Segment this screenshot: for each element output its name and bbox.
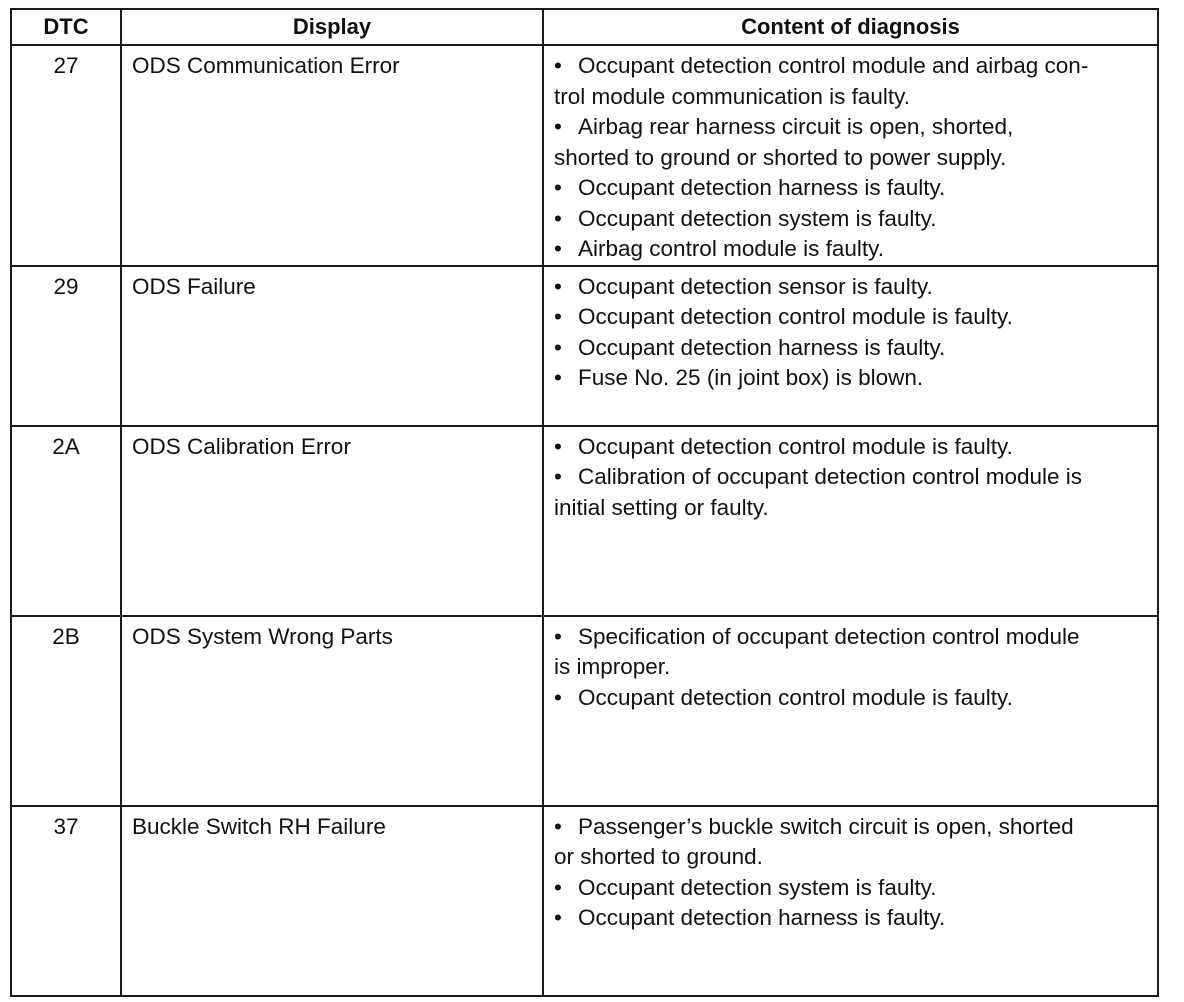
table-row	[11, 806, 1158, 996]
diagnosis-content	[543, 45, 1158, 266]
bullet-icon: •	[554, 205, 562, 231]
diagnosis-line-text: Occupant detection system is faulty.	[578, 874, 937, 900]
dtc-code: 27	[11, 45, 121, 266]
diagnosis-line	[554, 842, 1149, 873]
diagnosis-line	[554, 82, 1149, 113]
diagnosis-line-text: initial setting or faulty.	[554, 494, 769, 520]
diagnosis-line	[554, 432, 1149, 463]
bullet-icon: •	[554, 905, 562, 930]
diagnosis-content	[543, 426, 1158, 616]
diagnosis-line-text: Calibration of occupant detection control module is	[578, 464, 1083, 489]
diagnosis-line	[554, 272, 1149, 303]
display-text: ODS Communication Error	[121, 45, 543, 266]
bullet-icon: •	[554, 334, 562, 360]
diagnosis-line-text: Airbag rear harness circuit is open, shorted,	[578, 114, 1014, 139]
diagnosis-line	[554, 873, 1149, 904]
bullet-icon: •	[554, 365, 562, 390]
diagnosis-line-text: Occupant detection harness is faulty.	[578, 334, 946, 360]
diagnosis-content	[543, 266, 1158, 426]
table-row	[11, 426, 1158, 616]
diagnosis-content	[543, 806, 1158, 996]
diagnosis-line	[554, 143, 1149, 174]
diagnosis-line-text: Occupant detection harness is faulty.	[578, 175, 946, 200]
display-text: ODS Calibration Error	[121, 426, 543, 616]
bullet-icon: •	[554, 236, 562, 261]
diagnosis-line-text: Occupant detection sensor is faulty.	[578, 273, 933, 299]
diagnosis-line	[554, 333, 1149, 364]
dtc-code: 2A	[11, 426, 121, 616]
header-display: Display	[121, 9, 543, 45]
diagnosis-line	[554, 903, 1149, 934]
diagnosis-line-text: Occupant detection control module and airbag con-	[578, 53, 1089, 78]
diagnosis-line	[554, 683, 1149, 714]
bullet-icon: •	[554, 114, 562, 139]
diagnosis-line-text: is improper.	[554, 654, 671, 679]
table-row	[11, 616, 1158, 806]
bullet-icon: •	[554, 813, 562, 839]
dtc-code: 37	[11, 806, 121, 996]
bullet-icon: •	[554, 464, 562, 489]
header-row	[11, 9, 1158, 45]
display-text: Buckle Switch RH Failure	[121, 806, 543, 996]
header-dtc: DTC	[11, 9, 121, 45]
diagnosis-line	[554, 363, 1149, 394]
diagnosis-line	[554, 622, 1149, 653]
diagnosis-line-text: shorted to ground or shorted to power supply.	[554, 144, 1007, 170]
diagnosis-line	[554, 462, 1149, 493]
diagnosis-line-text: Fuse No. 25 (in joint box) is blown.	[578, 365, 924, 390]
diagnosis-line-text: Occupant detection harness is faulty.	[578, 905, 946, 930]
diagnosis-line	[554, 234, 1149, 265]
diagnosis-line	[554, 812, 1149, 843]
dtc-table	[10, 8, 1159, 997]
diagnosis-line-text: Occupant detection system is faulty.	[578, 205, 937, 231]
diagnosis-line-text: Occupant detection control module is faulty.	[578, 433, 1013, 459]
diagnosis-line-text: Occupant detection control module is faulty.	[578, 304, 1013, 329]
diagnosis-line	[554, 112, 1149, 143]
dtc-code: 2B	[11, 616, 121, 806]
display-text: ODS Failure	[121, 266, 543, 426]
bullet-icon: •	[554, 175, 562, 200]
diagnosis-line	[554, 493, 1149, 524]
diagnosis-content	[543, 616, 1158, 806]
diagnosis-line-text: trol module communication is faulty.	[554, 83, 910, 109]
bullet-icon: •	[554, 433, 562, 459]
table-row	[11, 266, 1158, 426]
header-content: Content of diagnosis	[543, 9, 1158, 45]
diagnosis-line	[554, 51, 1149, 82]
diagnosis-line-text: or shorted to ground.	[554, 844, 763, 869]
bullet-icon: •	[554, 53, 562, 78]
diagnosis-line	[554, 204, 1149, 235]
bullet-icon: •	[554, 874, 562, 900]
diagnosis-line-text: Occupant detection control module is faulty.	[578, 684, 1013, 710]
bullet-icon: •	[554, 273, 562, 299]
bullet-icon: •	[554, 623, 562, 649]
dtc-code: 29	[11, 266, 121, 426]
diagnosis-line	[554, 652, 1149, 683]
table-row	[11, 45, 1158, 266]
display-text: ODS System Wrong Parts	[121, 616, 543, 806]
diagnosis-line-text: Passenger’s buckle switch circuit is open, shorted	[578, 813, 1074, 839]
bullet-icon: •	[554, 304, 562, 329]
bullet-icon: •	[554, 684, 562, 710]
diagnosis-line	[554, 173, 1149, 204]
diagnosis-line-text: Specification of occupant detection control module	[578, 623, 1080, 649]
diagnosis-line	[554, 302, 1149, 333]
diagnosis-line-text: Airbag control module is faulty.	[578, 236, 884, 261]
